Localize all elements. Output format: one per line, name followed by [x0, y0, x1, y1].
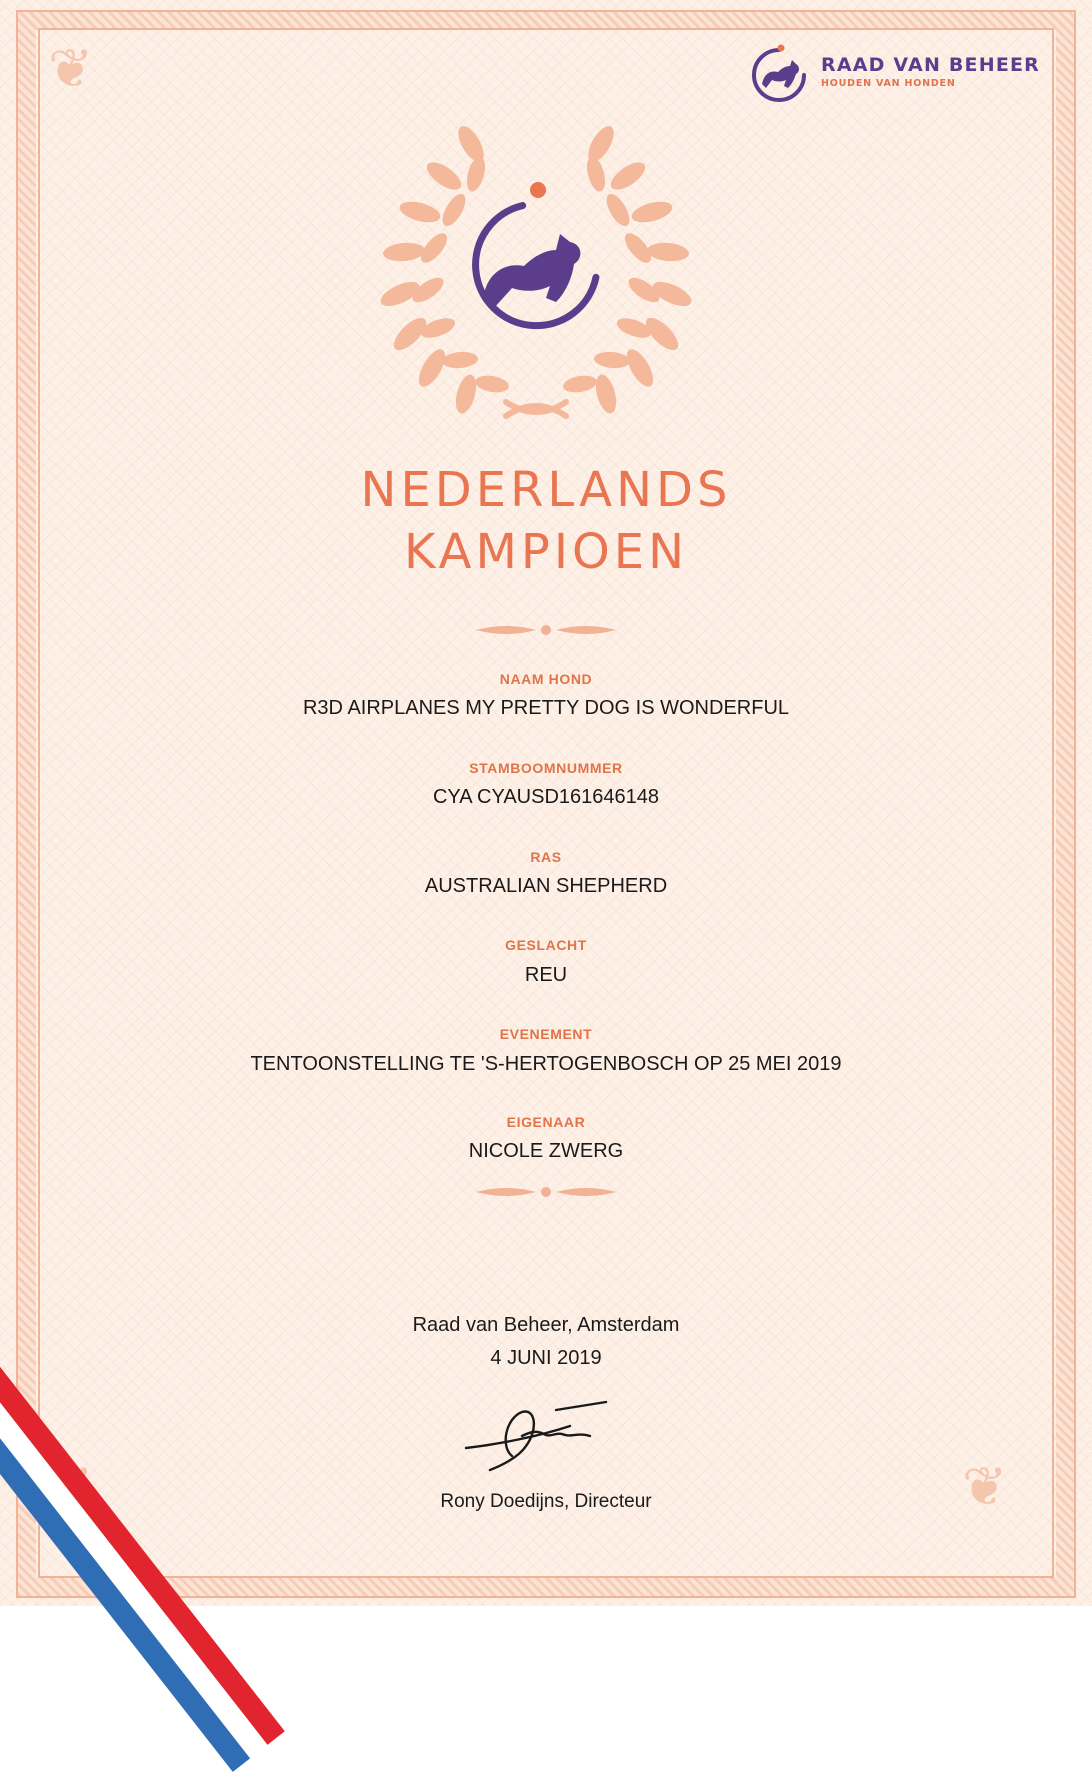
- field-value-pedigree-number: CYA CYAUSD161646148: [432, 786, 660, 808]
- field-value-breed: AUSTRALIAN SHEPHERD: [424, 875, 668, 897]
- field-value-sex: REU: [524, 964, 568, 986]
- brand-logo: [748, 40, 1048, 106]
- field-label-sex: GESLACHT: [505, 937, 587, 953]
- corner-ornament-bottom-right: ❦: [962, 1455, 1008, 1518]
- signature-icon: [460, 1396, 610, 1476]
- divider-ornament-top: [466, 620, 626, 640]
- corner-ornament-top-left: ❦: [48, 37, 94, 100]
- field-label-owner: EIGENAAR: [506, 1114, 586, 1130]
- issuing-place: Raad van Beheer, Amsterdam: [412, 1314, 680, 1336]
- dog-logo-icon: [748, 44, 810, 106]
- field-value-event: TENTOONSTELLING TE 'S-HERTOGENBOSCH OP 25 MEI 2019: [250, 1053, 842, 1075]
- certificate-title-line2: KAMPIOEN: [404, 524, 688, 580]
- field-label-pedigree-number: STAMBOOMNUMMER: [469, 760, 623, 776]
- signatory-name: Rony Doedijns, Directeur: [440, 1491, 652, 1512]
- laurel-wreath-icon: [376, 126, 696, 426]
- field-label-breed: RAS: [530, 849, 562, 865]
- field-value-dog-name: R3D AIRPLANES MY PRETTY DOG IS WONDERFUL: [302, 697, 790, 719]
- field-label-dog-name: NAAM HOND: [499, 671, 593, 687]
- brand-tagline: HOUDEN VAN HONDEN: [821, 78, 956, 89]
- field-value-owner: NICOLE ZWERG: [468, 1140, 624, 1162]
- certificate-title-line1: NEDERLANDS: [360, 462, 732, 518]
- brand-name: RAAD VAN BEHEER: [821, 54, 1041, 76]
- dog-emblem-icon: [476, 182, 596, 326]
- divider-ornament-bottom: [466, 1182, 626, 1202]
- field-label-event: EVENEMENT: [499, 1026, 593, 1042]
- issue-date: 4 JUNI 2019: [490, 1347, 602, 1369]
